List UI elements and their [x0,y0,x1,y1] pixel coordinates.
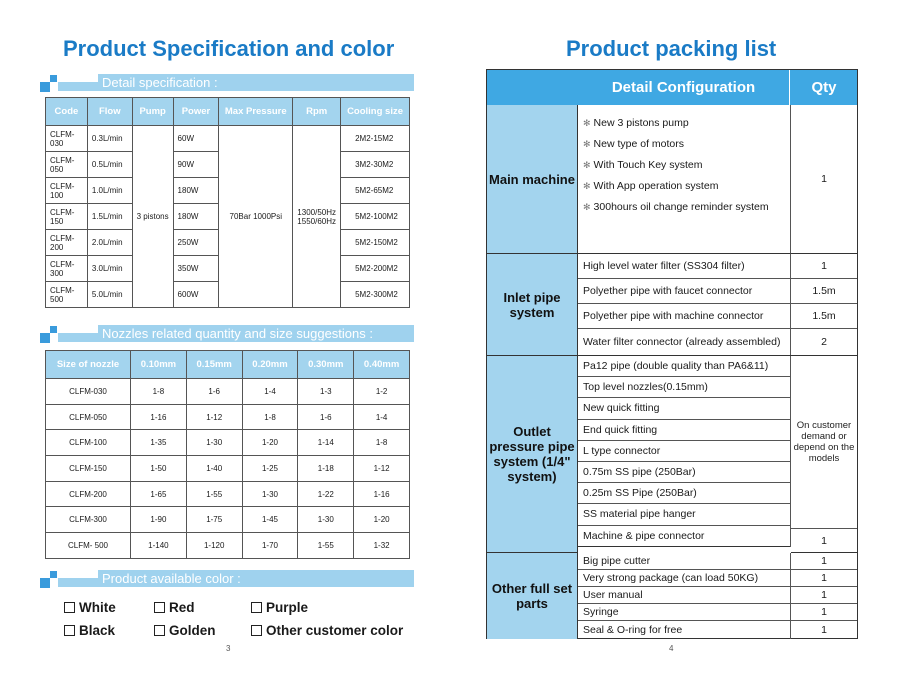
list-item: SS material pipe hanger [578,504,790,525]
table-row: CLFM-300 1-90 1-75 1-45 1-30 1-20 [46,507,410,533]
nozzle-heading [40,323,414,343]
group-main-machine: Main machine [487,105,578,254]
table-row: Big pipe cutter 1 [578,553,857,570]
table-row: CLFM-030 1-8 1-6 1-4 1-3 1-2 [46,379,410,405]
spec-pump: 3 pistons [132,126,173,308]
spec-power: 90W [173,152,219,178]
list-item: Pa12 pipe (double quality than PA6&11) [578,356,790,377]
spec-power: 250W [173,230,219,256]
list-item: Top level nozzles(0.15mm) [578,377,790,398]
table-row: Seal & O-ring for free 1 [578,621,857,639]
nozzle-header: Size of nozzle [46,351,131,379]
table-row: CLFM-100 1-35 1-30 1-20 1-14 1-8 [46,430,410,456]
spec-cooling: 5M2-300M2 [341,282,410,308]
group-other: Other full set parts [487,553,578,639]
checkbox-icon[interactable] [251,602,262,613]
group-inlet: Inlet pipe system [487,254,578,356]
checkbox-icon[interactable] [64,602,75,613]
outlet-qty-note: On customer demand or depend on the models [793,420,855,464]
star-icon: ✻ [583,160,591,170]
nozzle-table [45,350,410,559]
table-row: High level water filter (SS304 filter) 1 [578,254,857,279]
outlet-qty-last: 1 [791,528,857,553]
header-config: Detail Configuration [578,70,790,105]
list-item: ✻ New type of motors [583,138,684,150]
spec-cooling: 5M2-65M2 [341,178,410,204]
spec-header: Cooling size [341,98,410,126]
table-row: Water filter connector (already assembled) 2 [578,329,857,356]
list-item: 0.75m SS pipe (250Bar) [578,462,790,483]
spec-code: CLFM-500 [46,282,88,308]
spec-cooling: 5M2-150M2 [341,230,410,256]
nozzle-header: 0.30mm [298,351,354,379]
spec-cooling: 3M2-30M2 [341,152,410,178]
list-item: New quick fitting [578,398,790,419]
spec-header: Power [173,98,219,126]
nozzle-header: 0.10mm [131,351,187,379]
spec-power: 600W [173,282,219,308]
star-icon: ✻ [583,181,591,191]
spec-cooling: 5M2-100M2 [341,204,410,230]
color-option-golden[interactable]: Golden [154,623,216,638]
list-item: ✻ New 3 pistons pump [583,117,689,129]
detail-spec-heading [40,72,414,92]
spec-cooling: 2M2-15M2 [341,126,410,152]
table-row: User manual 1 [578,587,857,604]
checkbox-icon[interactable] [154,625,165,636]
spec-flow: 2.0L/min [87,230,132,256]
table-row: CLFM-150 1-50 1-40 1-25 1-18 1-12 [46,456,410,482]
spec-flow: 1.5L/min [87,204,132,230]
header-qty: Qty [811,79,837,96]
table-row: CLFM-200 1-65 1-55 1-30 1-22 1-16 [46,481,410,507]
star-icon: ✻ [583,202,591,212]
spec-flow: 5.0L/min [87,282,132,308]
color-heading [40,568,414,588]
list-item: End quick fitting [578,420,790,441]
table-row: Polyether pipe with faucet connector 1.5m [578,279,857,304]
color-option-other[interactable]: Other customer color [251,623,403,638]
table-row [46,126,410,152]
color-option-purple[interactable]: Purple [251,600,308,615]
list-item: ✻ With Touch Key system [583,159,703,171]
spec-code: CLFM-030 [46,126,88,152]
spec-header: Rpm [293,98,341,126]
list-item: ✻ With App operation system [583,180,719,192]
color-option-white[interactable]: White [64,600,116,615]
spec-table [45,97,410,308]
left-page-title: Product Specification and color [63,36,395,61]
outlet-list [578,356,791,547]
spec-power: 60W [173,126,219,152]
nozzle-header: 0.15mm [186,351,242,379]
star-icon: ✻ [583,118,591,128]
heading-square-icon [40,333,50,343]
checkbox-icon[interactable] [251,625,262,636]
color-option-red[interactable]: Red [154,600,195,615]
nozzle-heading-label: Nozzles related quantity and size suggestions : [98,325,414,342]
spec-code: CLFM-150 [46,204,88,230]
spec-cooling: 5M2-200M2 [341,256,410,282]
table-row: CLFM- 500 1-140 1-120 1-70 1-55 1-32 [46,533,410,559]
spec-header: Code [46,98,88,126]
spec-flow: 0.5L/min [87,152,132,178]
checkbox-icon[interactable] [154,602,165,613]
group-outlet: Outlet pressure pipe system (1/4" system) [487,356,578,553]
table-row: CLFM-050 1-16 1-12 1-8 1-6 1-4 [46,404,410,430]
list-item: Machine & pipe connector [578,526,790,547]
list-item: 0.25m SS Pipe (250Bar) [578,483,790,504]
spec-pressure: 70Bar 1000Psi [219,126,293,308]
spec-header: Max Pressure [219,98,293,126]
nozzle-header: 0.40mm [354,351,410,379]
page-number: 3 [226,644,231,653]
spec-power: 350W [173,256,219,282]
table-row: Very strong package (can load 50KG) 1 [578,570,857,587]
spec-flow: 3.0L/min [87,256,132,282]
star-icon: ✻ [583,139,591,149]
main-machine-qty: 1 [791,105,857,254]
main-machine-list [578,105,791,254]
packing-list-table [486,69,858,639]
list-item: ✻ 300hours oil change reminder system [583,201,769,213]
heading-square-icon [40,82,50,92]
spec-code: CLFM-200 [46,230,88,256]
spec-power: 180W [173,178,219,204]
heading-square-icon [40,578,50,588]
right-page-title: Product packing list [566,36,777,61]
spec-code: CLFM-050 [46,152,88,178]
page-number: 4 [669,644,674,653]
spec-power: 180W [173,204,219,230]
color-heading-label: Product available color : [98,570,414,587]
spec-header: Pump [132,98,173,126]
detail-spec-heading-label: Detail specification : [98,74,414,91]
nozzle-header: 0.20mm [242,351,298,379]
color-option-black[interactable]: Black [64,623,115,638]
table-row: Polyether pipe with machine connector 1.5m [578,304,857,329]
list-item: L type connector [578,441,790,462]
spec-header: Flow [87,98,132,126]
spec-flow: 1.0L/min [87,178,132,204]
checkbox-icon[interactable] [64,625,75,636]
spec-code: CLFM-100 [46,178,88,204]
spec-code: CLFM-300 [46,256,88,282]
packing-list-header [487,70,857,105]
table-row: Syringe 1 [578,604,857,621]
spec-rpm: 1300/50Hz 1550/60Hz [293,126,341,308]
spec-flow: 0.3L/min [87,126,132,152]
